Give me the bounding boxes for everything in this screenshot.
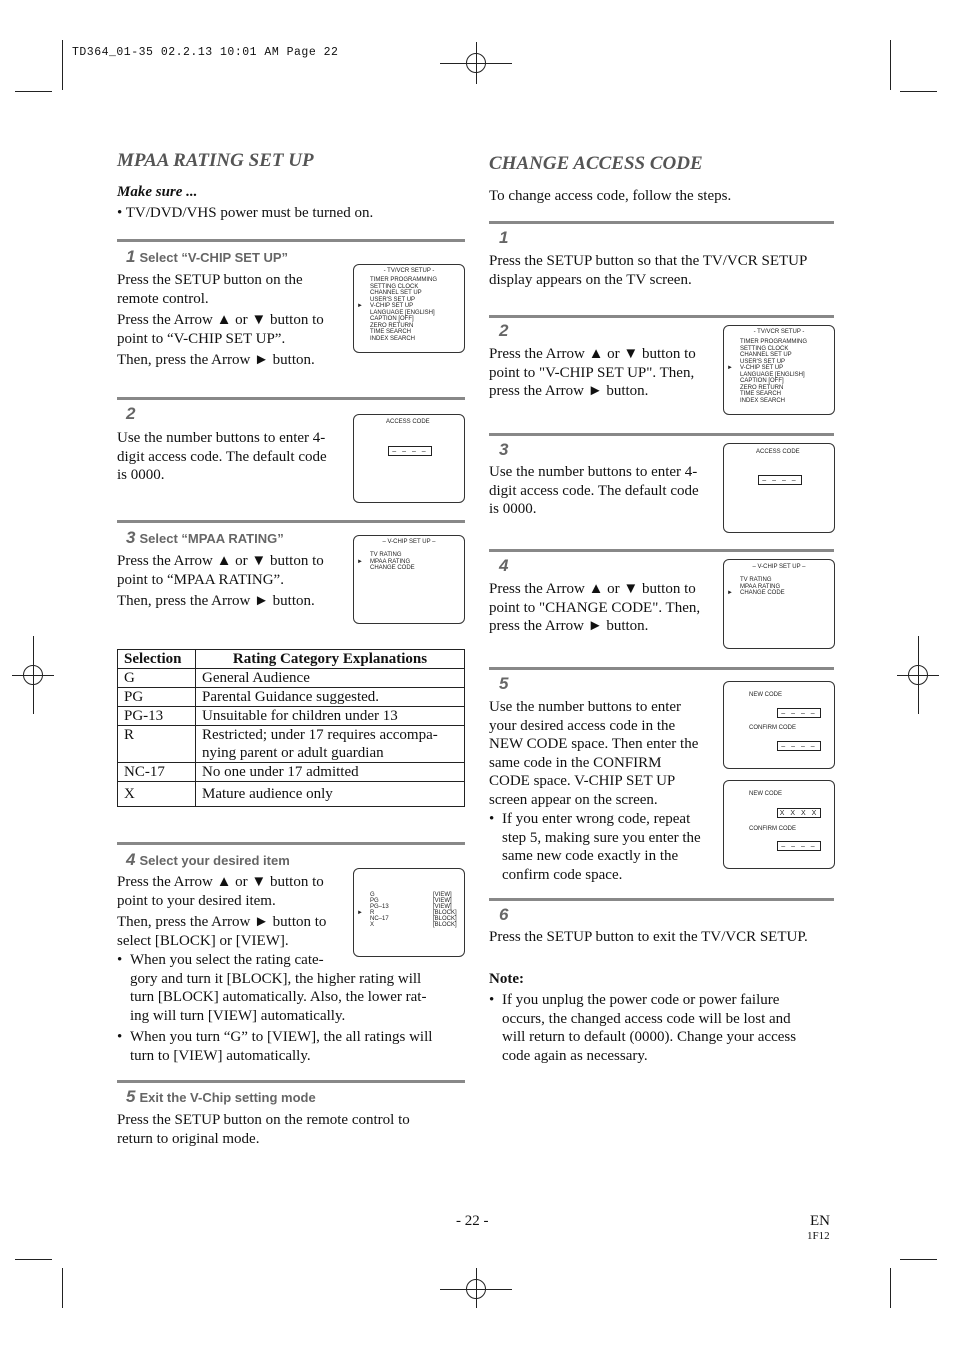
table-row: X Mature audience only bbox=[118, 782, 465, 807]
step-heading bbox=[126, 1087, 316, 1107]
bullet-item: • If you enter wrong code, repeat step 5, making sure you enter the same new code exactly in the confirm code space. bbox=[489, 811, 701, 883]
tv-screen-access-code: ACCESS CODE – – – – bbox=[353, 414, 465, 503]
tv-screen-vchip: – V-CHIP SET UP – TV RATING MPAA RATING ► CHANGE CODE bbox=[723, 559, 835, 649]
table-header: Selection bbox=[118, 650, 196, 669]
tv-screen-setup: - TV/VCR SETUP - TIMER PROGRAMMING SETTING CLOCK CHANNEL SET UP USER'S SET UP ► V-CHIP SET UP LANGUAGE [ENGLISH] CAPTION [OFF] ZERO RETURN TIME SEARCH INDEX SEARCH bbox=[723, 325, 835, 415]
divider bbox=[117, 239, 465, 242]
step-number: 1 bbox=[126, 247, 136, 266]
step-number: 3 bbox=[126, 528, 136, 547]
table-row: PG Parental Guidance suggested. bbox=[118, 688, 465, 707]
table-row: NC-17 No one under 17 admitted bbox=[118, 763, 465, 782]
table-header: Rating Category Explanations bbox=[196, 650, 465, 669]
step-number: 1 bbox=[499, 228, 509, 247]
language-code: EN bbox=[810, 1213, 830, 1229]
crop-mark bbox=[890, 40, 891, 90]
tv-screen-setup: - TV/VCR SETUP - TIMER PROGRAMMING SETTING CLOCK CHANNEL SET UP USER'S SET UP ► V-CHIP SET UP LANGUAGE [ENGLISH] CAPTION [OFF] ZERO RETURN TIME SEARCH INDEX SEARCH bbox=[353, 264, 465, 353]
section-title: MPAA RATING SET UP bbox=[117, 150, 314, 171]
step-heading bbox=[126, 528, 284, 548]
step-text: Press the Arrow ▲ or ▼ button to point to your desired item. Then, press the Arrow ► button to select [BLOCK] or [VIEW]. bbox=[117, 874, 327, 949]
crop-mark bbox=[62, 40, 63, 90]
step-label: Select your desired item bbox=[139, 853, 290, 868]
step-number: 5 bbox=[499, 674, 509, 693]
step-text: Press the SETUP button so that the TV/VCR SETUP display appears on the TV screen. bbox=[489, 253, 808, 288]
step-text: Use the number buttons to enter 4- digit access code. The default code is 0000. bbox=[117, 430, 327, 483]
step-heading bbox=[126, 850, 290, 870]
divider bbox=[489, 221, 834, 224]
tv-screen-vchip: – V-CHIP SET UP – TV RATING ► MPAA RATING CHANGE CODE bbox=[353, 535, 465, 624]
crop-mark bbox=[890, 1268, 891, 1308]
step-text: Use the number buttons to enter your desired access code in the NEW CODE space. Then enter the same code in the CONFIRM CODE space. V-CHIP SET UP screen appear on the screen. bbox=[489, 699, 699, 808]
step-number: 4 bbox=[126, 850, 136, 869]
table-header-row bbox=[118, 650, 465, 669]
divider bbox=[117, 397, 465, 400]
divider bbox=[489, 667, 834, 670]
tv-screen-ratings: G PG PG–13 ► R NC–17 X [VIEW] [VIEW] [VIEW] [BLOCK] [BLOCK] [BLOCK] bbox=[353, 868, 465, 957]
tv-screen-access-code: ACCESS CODE – – – – bbox=[723, 443, 835, 533]
divider bbox=[117, 520, 465, 523]
section-title: CHANGE ACCESS CODE bbox=[489, 153, 703, 174]
divider bbox=[489, 898, 834, 901]
crop-mark bbox=[62, 1268, 63, 1308]
step-label: Select “MPAA RATING” bbox=[139, 531, 284, 546]
table-row: PG-13 Unsuitable for children under 13 bbox=[118, 707, 465, 726]
divider bbox=[117, 1080, 465, 1083]
step-number: 5 bbox=[126, 1087, 136, 1106]
step-number: 6 bbox=[499, 905, 509, 924]
step-number: 4 bbox=[499, 556, 509, 575]
page-number: - 22 - bbox=[456, 1213, 489, 1229]
model-code: 1F12 bbox=[807, 1230, 830, 1242]
note-item: • If you unplug the power code or power failure occurs, the changed access code will be lost and will return to default (0000). Change your access code again as necessary. bbox=[489, 992, 797, 1064]
step-text: Press the SETUP button on the remote control to return to original mode. bbox=[117, 1112, 410, 1147]
crop-mark bbox=[15, 1259, 52, 1260]
rating-table bbox=[117, 649, 465, 807]
make-sure-label: Make sure ... bbox=[117, 184, 198, 200]
tv-screen-new-code: NEW CODE – – – – CONFIRM CODE – – – – bbox=[723, 681, 835, 769]
step-heading bbox=[126, 247, 288, 267]
step-number: 2 bbox=[126, 404, 136, 423]
crop-mark bbox=[15, 91, 52, 92]
step-text: Press the Arrow ▲ or ▼ button to point to "V-CHIP SET UP". Then, press the Arrow ► button. bbox=[489, 346, 696, 399]
step-text: Press the Arrow ▲ or ▼ button to point to "CHANGE CODE". Then, press the Arrow ► button. bbox=[489, 581, 701, 634]
step-text: Press the SETUP button on the remote control. Press the Arrow ▲ or ▼ button to point to “V-CHIP SET UP”. Then, press the Arrow ► button. bbox=[117, 272, 324, 368]
step-label: Exit the V-Chip setting mode bbox=[139, 1090, 316, 1105]
intro-text: To change access code, follow the steps. bbox=[489, 188, 732, 204]
divider bbox=[489, 315, 834, 318]
divider bbox=[489, 433, 834, 436]
step-text: Use the number buttons to enter 4- digit access code. The default code is 0000. bbox=[489, 464, 699, 517]
step-label: Select “V-CHIP SET UP” bbox=[139, 250, 289, 265]
step-text: Press the Arrow ▲ or ▼ button to point to “MPAA RATING”. Then, press the Arrow ► button. bbox=[117, 553, 324, 609]
step-text: Press the SETUP button to exit the TV/VCR SETUP. bbox=[489, 929, 808, 945]
print-header: TD364_01-35 02.2.13 10:01 AM Page 22 bbox=[72, 46, 339, 59]
bullet-item: • When you turn “G” to [VIEW], the all ratings will turn to [VIEW] automatically. bbox=[117, 1029, 433, 1064]
bullet-item: • When you select the rating cate- gory and turn it [BLOCK], the higher rating will turn [BLOCK] automatically. Also, the lower rat- ing will turn [VIEW] automatically. bbox=[117, 952, 427, 1024]
divider bbox=[489, 549, 834, 552]
crop-mark bbox=[900, 91, 937, 92]
crop-mark bbox=[900, 1259, 937, 1260]
table-row: R Restricted; under 17 requires accompa- nying parent or adult guardian bbox=[118, 726, 465, 763]
step-number: 3 bbox=[499, 440, 509, 459]
tv-screen-confirm-code: NEW CODE X X X X CONFIRM CODE – – – – bbox=[723, 780, 835, 869]
step-number: 2 bbox=[499, 321, 509, 340]
make-sure-item: • TV/DVD/VHS power must be turned on. bbox=[117, 205, 374, 221]
divider bbox=[117, 842, 465, 845]
table-row: G General Audience bbox=[118, 669, 465, 688]
note-title: Note: bbox=[489, 971, 524, 987]
